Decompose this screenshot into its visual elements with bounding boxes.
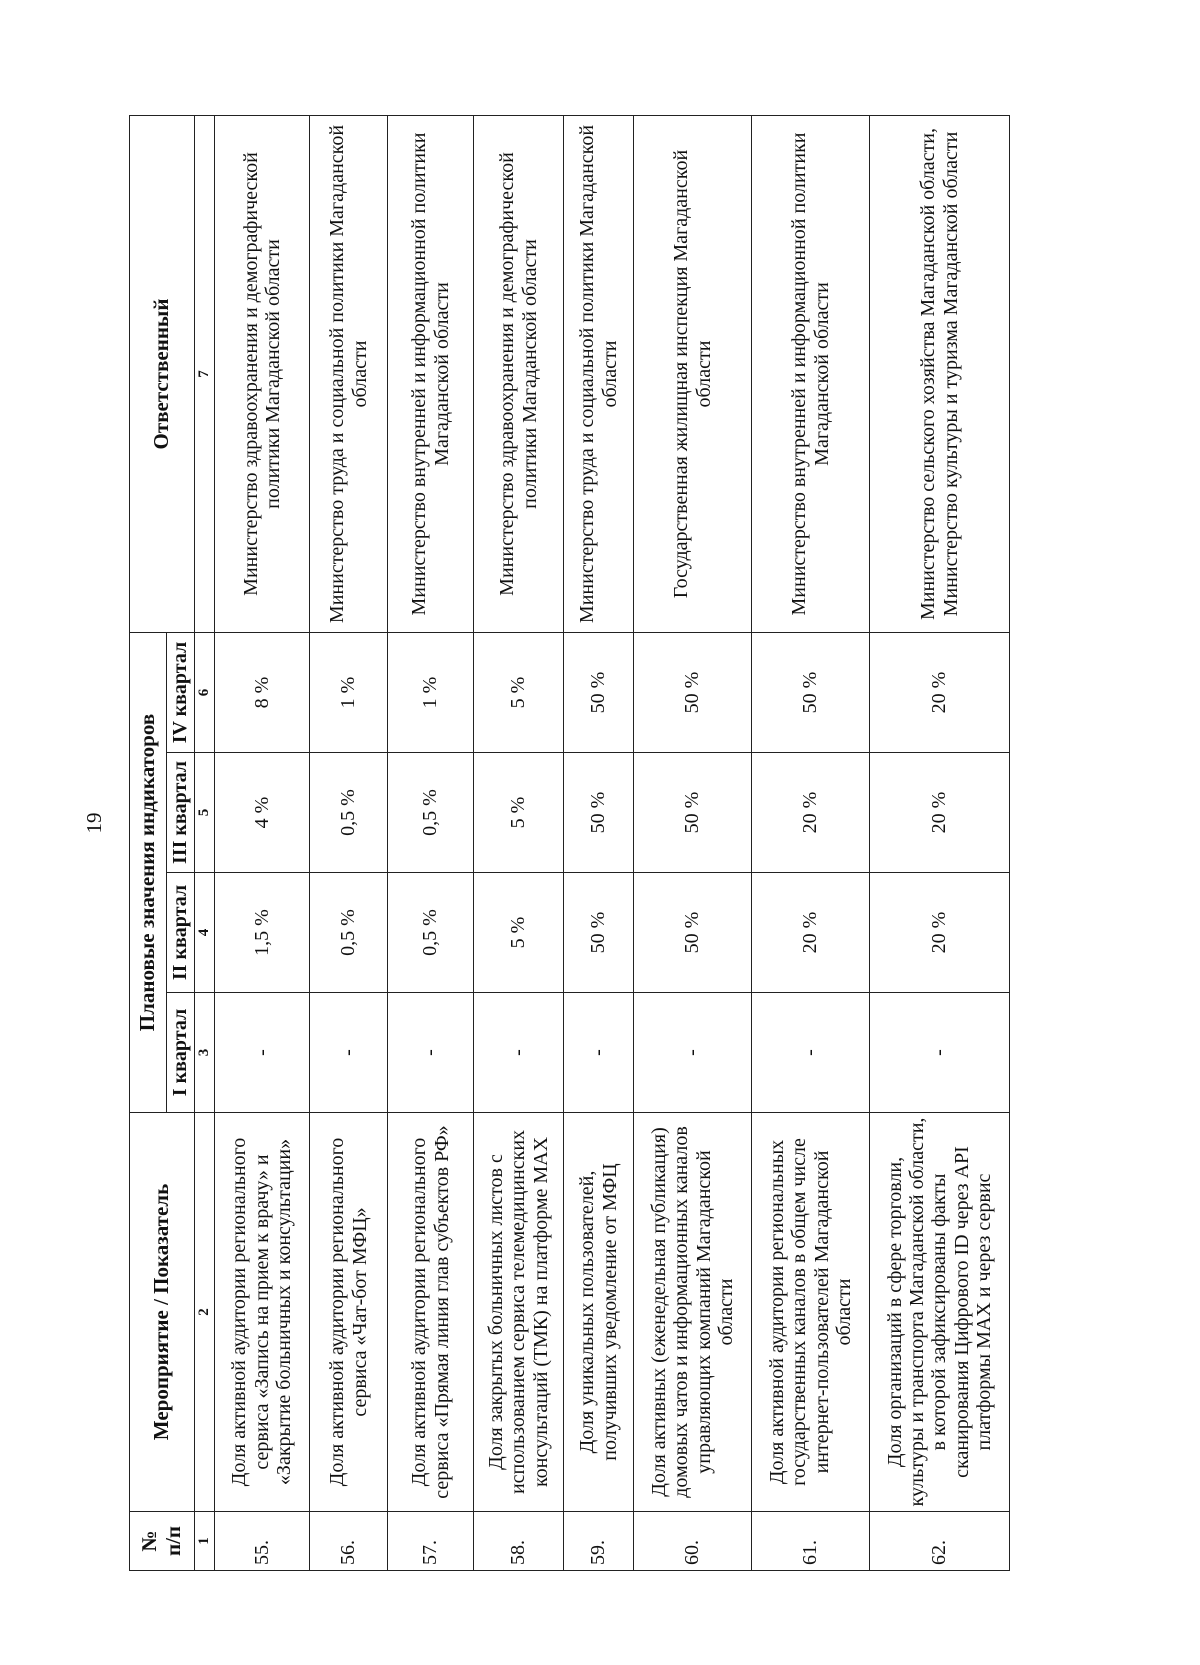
row-q4: 1 % [388,633,474,753]
row-measure: Доля активной аудитории региональных государственных каналов в общем числе интернет-пользователей Магаданской области [752,1113,870,1512]
col-number: 7 [195,116,215,633]
header-q1: I квартал [167,993,195,1113]
header-q2: II квартал [167,873,195,993]
row-q4: 50 % [634,633,752,753]
row-q1: - [310,993,388,1113]
row-q2: 0,5 % [388,873,474,993]
row-responsible: Министерство внутренней и информационной политики Магаданской области [752,116,870,633]
row-q3: 0,5 % [388,753,474,873]
header-num: № п/п [130,1512,195,1571]
col-number: 5 [195,753,215,873]
row-q1: - [388,993,474,1113]
indicators-table [129,115,1010,1571]
row-q2: 50 % [564,873,634,993]
header-q3: III квартал [167,753,195,873]
row-measure: Доля активной аудитории регионального сервиса «Прямая линия глав субъектов РФ» [388,1113,474,1512]
row-q1: - [564,993,634,1113]
row-q1: - [634,993,752,1113]
row-responsible: Министерство труда и социальной политики Магаданской области [564,116,634,633]
row-number: 55. [215,1512,310,1571]
row-q4: 5 % [474,633,564,753]
table-row [564,116,634,1571]
rotated-sheet [129,116,996,1571]
col-number: 3 [195,993,215,1113]
row-measure: Доля организаций в сфере торговли, культуры и транспорта Магаданской области, в которой зафиксированы факты сканирования Цифрового ID через API платформы MAX и через сервис [870,1113,1010,1512]
row-q2: 20 % [870,873,1010,993]
table-row [752,116,870,1571]
row-q1: - [752,993,870,1113]
row-responsible: Министерство труда и социальной политики Магаданской области [310,116,388,633]
row-q4: 50 % [752,633,870,753]
row-responsible: Министерство здравоохранения и демографической политики Магаданской области [215,116,310,633]
header-q4: IV квартал [167,633,195,753]
page-number: 19 [82,812,106,834]
row-q1: - [870,993,1010,1113]
row-q3: 20 % [752,753,870,873]
row-q2: 20 % [752,873,870,993]
row-q3: 4 % [215,753,310,873]
row-measure: Доля активных (еженедельная публикация) домовых чатов и информационных каналов управляющих компаний Магаданской области [634,1113,752,1512]
col-number: 4 [195,873,215,993]
table-row [634,116,752,1571]
row-q3: 50 % [564,753,634,873]
row-q3: 50 % [634,753,752,873]
row-responsible: Государственная жилищная инспекция Магаданской области [634,116,752,633]
row-number: 61. [752,1512,870,1571]
row-number: 62. [870,1512,1010,1571]
table-row [388,116,474,1571]
table-row [215,116,310,1571]
row-number: 56. [310,1512,388,1571]
row-q2: 5 % [474,873,564,993]
row-q3: 20 % [870,753,1010,873]
col-number: 6 [195,633,215,753]
row-responsible: Министерство внутренней и информационной политики Магаданской области [388,116,474,633]
row-q2: 0,5 % [310,873,388,993]
col-number: 1 [195,1512,215,1571]
row-q4: 8 % [215,633,310,753]
row-measure: Доля активной аудитории регионального сервиса «Запись на прием к врачу» и «Закрытие больничных и консультации» [215,1113,310,1512]
row-q4: 1 % [310,633,388,753]
row-q3: 5 % [474,753,564,873]
table-row [310,116,388,1571]
row-number: 60. [634,1512,752,1571]
row-q2: 50 % [634,873,752,993]
row-q4: 20 % [870,633,1010,753]
header-measure: Мероприятие / Показатель [130,1113,195,1512]
header-responsible: Ответственный [130,116,195,633]
row-q2: 1,5 % [215,873,310,993]
row-q1: - [215,993,310,1113]
row-measure: Доля уникальных пользователей, получивших уведомление от МФЦ [564,1113,634,1512]
row-number: 59. [564,1512,634,1571]
table-row [474,116,564,1571]
header-planned: Плановые значения индикаторов [130,633,167,1113]
row-number: 58. [474,1512,564,1571]
row-q1: - [474,993,564,1113]
table-row [870,116,1010,1571]
row-measure: Доля закрытых больничных листов с использованием сервиса телемедицинских консультаций (ТМК) на платформе MAX [474,1113,564,1512]
row-responsible: Министерство сельского хозяйства Магаданской области, Министерство культуры и туризма Магаданской области [870,116,1010,633]
row-q4: 50 % [564,633,634,753]
row-measure: Доля активной аудитории регионального сервиса «Чат-бот МФЦ» [310,1113,388,1512]
row-q3: 0,5 % [310,753,388,873]
col-number: 2 [195,1113,215,1512]
row-number: 57. [388,1512,474,1571]
row-responsible: Министерство здравоохранения и демографической политики Магаданской области [474,116,564,633]
